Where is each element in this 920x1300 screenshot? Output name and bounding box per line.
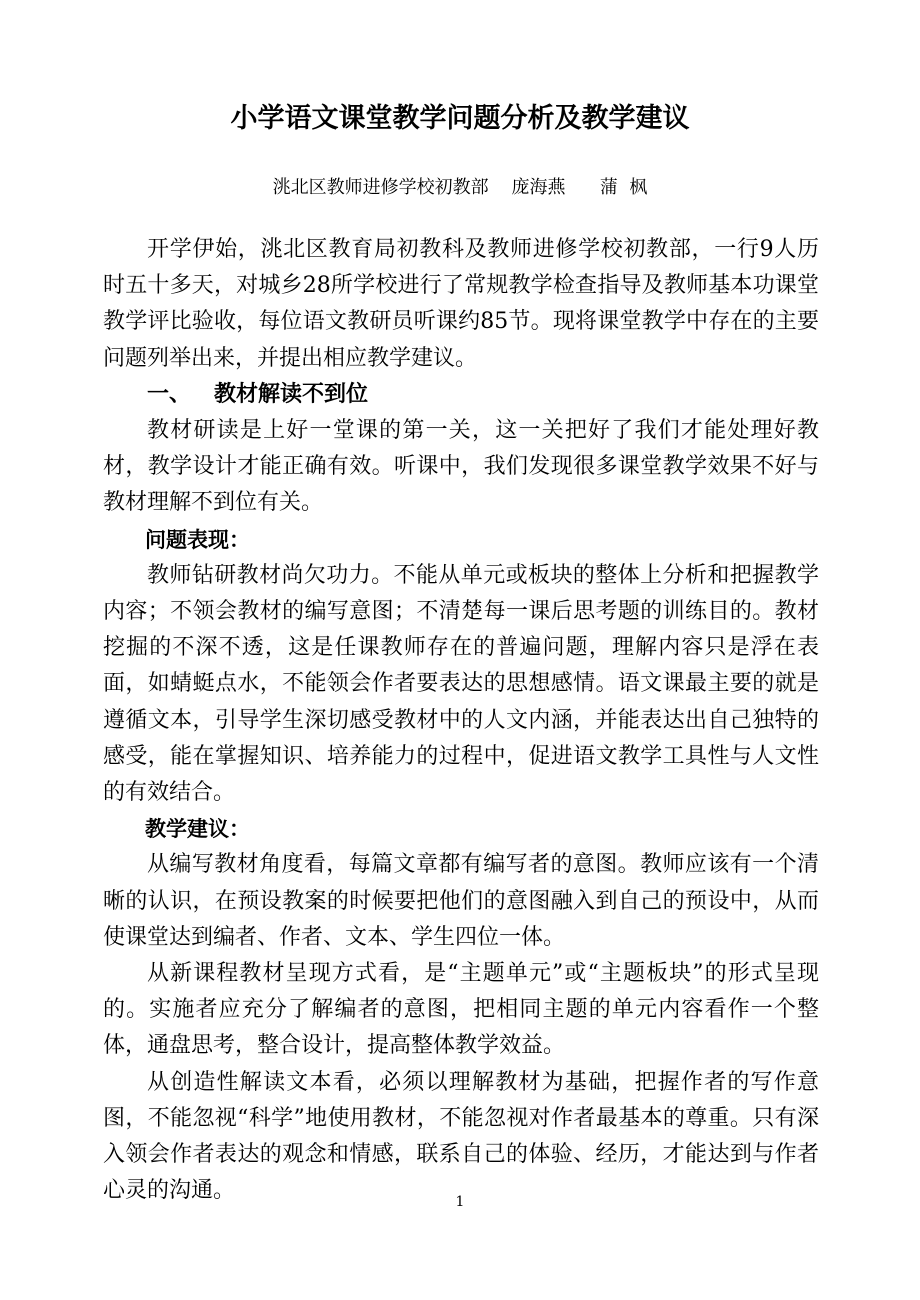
problems-subheading: 问题表现： [145, 527, 250, 552]
page-number: 1 [455, 1194, 465, 1210]
section-paragraph: 教材研读是上好一堂课的第一关，这一关把好了我们才能处理好教材，教学设计才能正确有效。听课中，我们发现很多课堂教学效果不好与教材理解不到位有关。 [103, 418, 819, 516]
document-body [103, 232, 819, 1209]
advice-paragraph: 从编写教材角度看，每篇文章都有编写者的意图。教师应该有一个清晰的认识，在预设教案的时候要把他们的意图融入到自己的预设中，从而使课堂达到编者、作者、文本、学生四位一体。 [103, 852, 819, 950]
section-heading: 一、 教材解读不到位 [147, 381, 368, 407]
author-byline: 洮北区教师进修学校初教部 庞海燕 蒲 枫 [272, 177, 648, 198]
advice-paragraph: 从新课程教材呈现方式看，是“主题单元”或“主题板块”的形式呈现的。实施者应充分了解编者的意图，把相同主题的单元内容看作一个整体，通盘思考，整合设计，提高整体教学效益。 [103, 961, 819, 1059]
document-title: 小学语文课堂教学问题分析及教学建议 [230, 103, 690, 134]
intro-paragraph: 开学伊始，洮北区教育局初教科及教师进修学校初教部，一行9人历时五十多天，对城乡28所学校进行了常规教学检查指导及教师基本功课堂教学评比验收，每位语文教研员听课约85节。现将课堂教学中存在的主要问题列举出来，并提出相应教学建议。 [103, 237, 819, 371]
advice-paragraph: 从创造性解读文本看，必须以理解教材为基础，把握作者的写作意图，不能忽视“科学”地使用教材，不能忽视对作者最基本的尊重。只有深入领会作者表达的观念和情感，联系自己的体验、经历，才能达到与作者心灵的沟通。 [103, 1069, 819, 1204]
problems-paragraph: 教师钻研教材尚欠功力。不能从单元或板块的整体上分析和把握教学内容；不领会教材的编写意图；不清楚每一课后思考题的训练目的。教材挖掘的不深不透，这是任课教师存在的普遍问题，理解内容只是浮在表面，如蜻蜓点水，不能领会作者要表达的思想感情。语文课最主要的就是遵循文本，引导学生深切感受教材中的人文内涵，并能表达出自己独特的感受，能在掌握知识、培养能力的过程中，促进语文教学工具性与人文性的有效结合。 [103, 562, 819, 806]
advice-subheading: 教学建议： [145, 817, 250, 842]
